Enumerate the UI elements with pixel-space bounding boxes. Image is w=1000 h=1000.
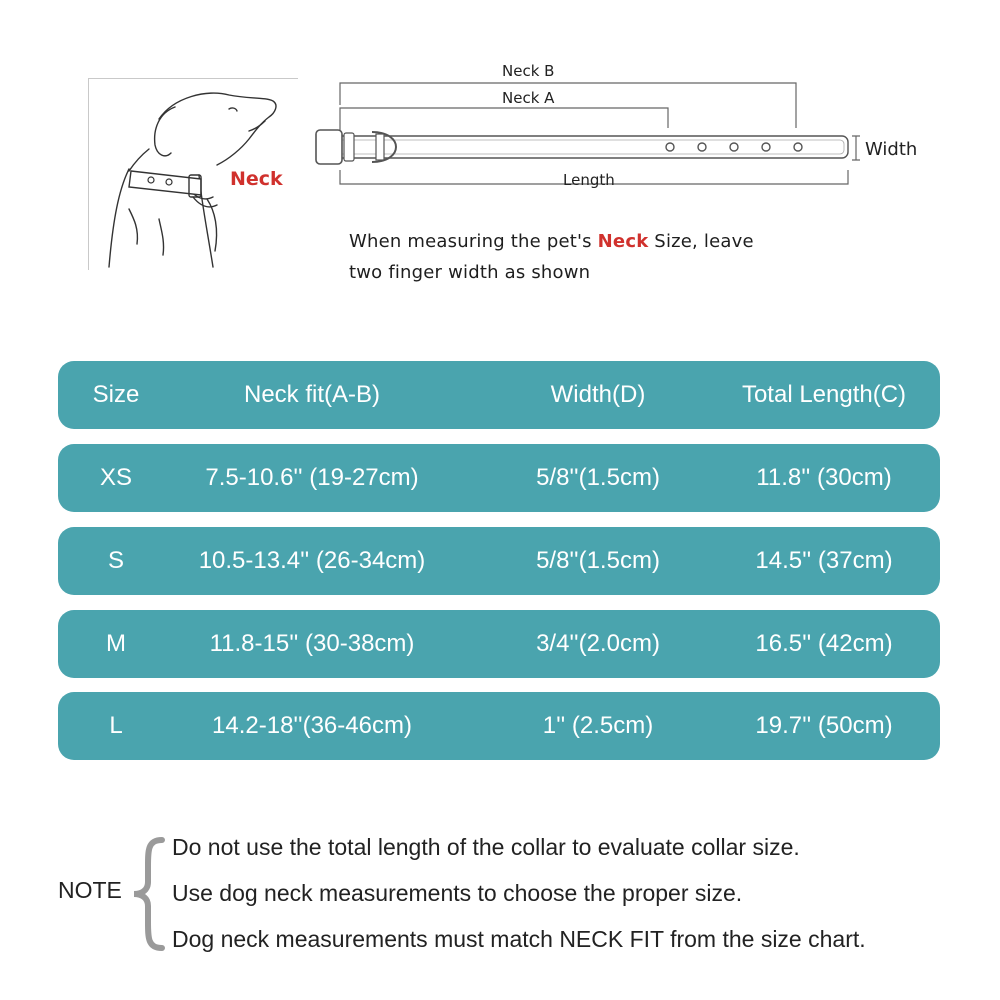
instruction-text-end: Size, leave (648, 231, 754, 252)
neck-b-label: Neck B (502, 62, 555, 80)
curly-brace-icon (128, 836, 168, 952)
table-row (58, 610, 940, 678)
cell-total-length: 14.5'' (37cm) (755, 547, 893, 574)
cell-neck-fit: 10.5-13.4'' (26-34cm) (198, 547, 426, 574)
header-neck-fit: Neck fit(A-B) (243, 381, 380, 408)
table-row (58, 692, 940, 760)
table-row (58, 527, 940, 595)
table-header-row (58, 361, 940, 429)
cell-total-length: 11.8'' (30cm) (756, 464, 892, 491)
cell-size: XS (99, 464, 132, 491)
length-label: Length (563, 171, 615, 189)
cell-total-length: 16.5'' (42cm) (755, 630, 893, 657)
note-label: NOTE (58, 877, 122, 903)
cell-total-length: 19.7'' (50cm) (755, 712, 893, 739)
cell-width: 3/4''(2.0cm) (536, 630, 660, 657)
note-line: Use dog neck measurements to choose the proper size. (172, 880, 743, 906)
cell-neck-fit: 14.2-18''(36-46cm) (212, 712, 412, 739)
header-size: Size (92, 381, 140, 408)
cell-neck-fit: 7.5-10.6'' (19-27cm) (205, 464, 419, 491)
header-width: Width(D) (550, 381, 646, 408)
instruction-highlight: Neck (597, 231, 649, 252)
neck-label: Neck (230, 168, 283, 190)
cell-width: 1'' (2.5cm) (542, 712, 654, 739)
table-row (58, 444, 940, 512)
instruction-line-1 (349, 226, 754, 257)
note-line: Dog neck measurements must match NECK FIT from the size chart. (172, 926, 866, 952)
cell-width: 5/8''(1.5cm) (536, 464, 660, 491)
neck-a-label: Neck A (502, 89, 555, 107)
cell-neck-fit: 11.8-15'' (30-38cm) (209, 630, 415, 657)
cell-width: 5/8''(1.5cm) (536, 547, 660, 574)
width-label: Width (865, 139, 918, 160)
cell-size: M (106, 630, 126, 657)
instruction-line-2: two finger width as shown (349, 262, 591, 283)
measuring-instruction (349, 226, 754, 288)
instruction-text-start: When measuring the pet's (349, 231, 598, 252)
cell-size: S (107, 547, 124, 574)
header-total-length: Total Length(C) (741, 381, 907, 408)
cell-size: L (109, 712, 123, 739)
note-line: Do not use the total length of the collar to evaluate collar size. (172, 834, 800, 860)
